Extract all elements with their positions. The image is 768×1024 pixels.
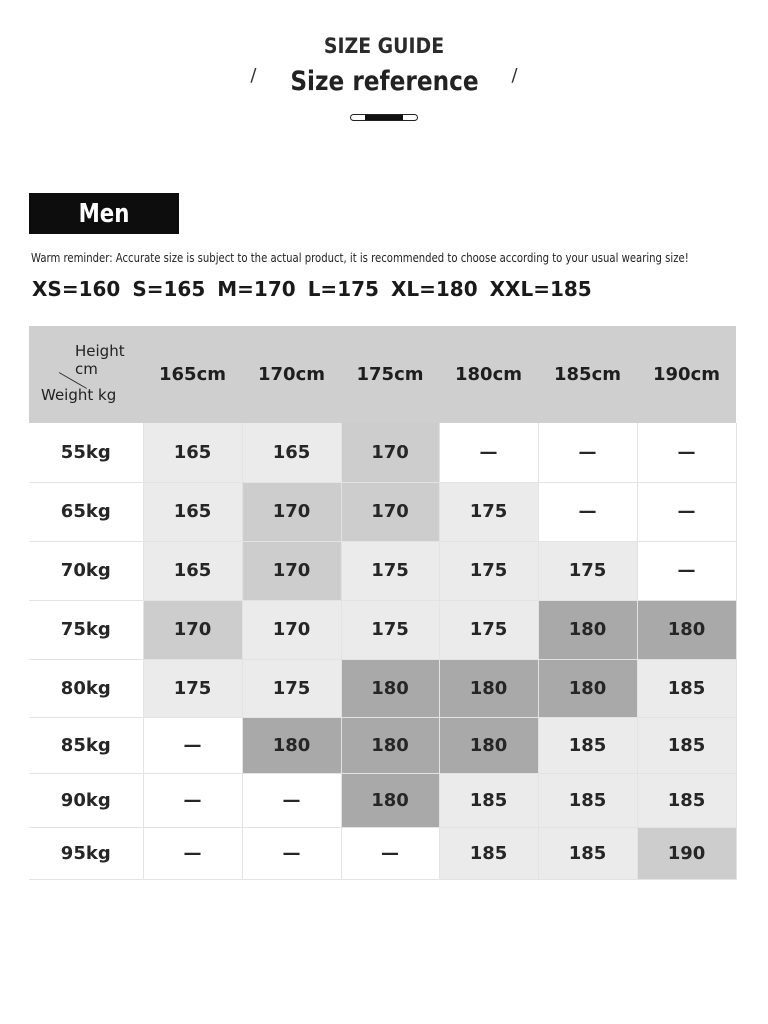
weight-row-label: 65kg bbox=[29, 482, 143, 541]
size-cell: 165 bbox=[143, 482, 242, 541]
weight-row-label: 75kg bbox=[29, 600, 143, 659]
men-tab-label: Men bbox=[78, 198, 130, 229]
size-cell: 185 bbox=[637, 717, 736, 773]
size-cell: 175 bbox=[439, 600, 538, 659]
size-cell: 175 bbox=[143, 659, 242, 717]
size-reference-subtitle: Size reference bbox=[289, 66, 479, 97]
size-cell: 180 bbox=[341, 717, 439, 773]
size-cell: 170 bbox=[242, 541, 341, 600]
height-column-header: 165cm bbox=[143, 326, 242, 423]
right-slash-mark: / bbox=[511, 65, 518, 86]
table-row bbox=[29, 827, 736, 879]
size-cell: 165 bbox=[143, 423, 242, 482]
height-column-header: 190cm bbox=[637, 326, 736, 423]
size-cell: — bbox=[538, 482, 637, 541]
size-cell: 180 bbox=[637, 600, 736, 659]
size-cell: 175 bbox=[242, 659, 341, 717]
size-cell: 185 bbox=[439, 827, 538, 879]
size-cell: 170 bbox=[341, 482, 439, 541]
table-row bbox=[29, 717, 736, 773]
size-code: M=170 bbox=[217, 277, 296, 301]
weight-row-label: 85kg bbox=[29, 717, 143, 773]
size-cell: — bbox=[242, 827, 341, 879]
divider-pill-fill bbox=[365, 115, 403, 120]
decorative-divider-pill bbox=[350, 114, 418, 121]
table-row bbox=[29, 773, 736, 827]
weight-row-label: 70kg bbox=[29, 541, 143, 600]
size-chart-table bbox=[29, 326, 737, 880]
size-cell: — bbox=[637, 423, 736, 482]
size-cell: — bbox=[341, 827, 439, 879]
height-axis-label: Height cm bbox=[75, 342, 125, 378]
size-cell: 175 bbox=[341, 541, 439, 600]
size-cell: — bbox=[637, 541, 736, 600]
size-cell: 170 bbox=[143, 600, 242, 659]
size-cell: 165 bbox=[242, 423, 341, 482]
size-cell: 180 bbox=[242, 717, 341, 773]
size-cell: 175 bbox=[341, 600, 439, 659]
size-code-legend bbox=[32, 277, 592, 301]
table-header-row bbox=[29, 326, 736, 423]
height-column-header: 170cm bbox=[242, 326, 341, 423]
left-slash-mark: / bbox=[250, 65, 257, 86]
size-cell: 180 bbox=[538, 600, 637, 659]
size-cell: 170 bbox=[341, 423, 439, 482]
size-cell: 185 bbox=[439, 773, 538, 827]
size-cell: 175 bbox=[439, 541, 538, 600]
size-cell: 185 bbox=[637, 773, 736, 827]
size-cell: — bbox=[242, 773, 341, 827]
size-cell: 185 bbox=[637, 659, 736, 717]
size-cell: — bbox=[143, 717, 242, 773]
size-code: S=165 bbox=[132, 277, 206, 301]
size-cell: — bbox=[143, 773, 242, 827]
weight-row-label: 55kg bbox=[29, 423, 143, 482]
height-column-header: 185cm bbox=[538, 326, 637, 423]
size-cell: 165 bbox=[143, 541, 242, 600]
weight-row-label: 80kg bbox=[29, 659, 143, 717]
size-cell: — bbox=[439, 423, 538, 482]
size-guide-title: SIZE GUIDE bbox=[323, 34, 445, 58]
table-row bbox=[29, 541, 736, 600]
size-cell: 175 bbox=[439, 482, 538, 541]
size-code: XL=180 bbox=[390, 277, 478, 301]
size-cell: 180 bbox=[439, 717, 538, 773]
size-cell: 185 bbox=[538, 773, 637, 827]
size-cell: — bbox=[538, 423, 637, 482]
size-cell: 180 bbox=[341, 773, 439, 827]
height-column-header: 175cm bbox=[341, 326, 439, 423]
table-corner-cell bbox=[29, 326, 143, 423]
size-code: XXL=185 bbox=[489, 277, 592, 301]
table-row bbox=[29, 600, 736, 659]
table-row bbox=[29, 423, 736, 482]
table-row bbox=[29, 659, 736, 717]
size-code: L=175 bbox=[307, 277, 379, 301]
size-cell: 190 bbox=[637, 827, 736, 879]
size-cell: 185 bbox=[538, 717, 637, 773]
size-cell: 180 bbox=[439, 659, 538, 717]
weight-row-label: 95kg bbox=[29, 827, 143, 879]
size-cell: — bbox=[637, 482, 736, 541]
size-reference-row bbox=[0, 66, 768, 97]
height-column-header: 180cm bbox=[439, 326, 538, 423]
size-cell: 170 bbox=[242, 482, 341, 541]
size-cell: — bbox=[143, 827, 242, 879]
size-cell: 180 bbox=[538, 659, 637, 717]
weight-row-label: 90kg bbox=[29, 773, 143, 827]
size-code: XS=160 bbox=[32, 277, 121, 301]
weight-axis-label: Weight kg bbox=[41, 386, 117, 404]
size-cell: 180 bbox=[341, 659, 439, 717]
size-cell: 175 bbox=[538, 541, 637, 600]
warm-reminder-text: Warm reminder: Accurate size is subject to the actual product, it is recommended to choose according to your usual wearing size! bbox=[31, 251, 689, 265]
size-cell: 170 bbox=[242, 600, 341, 659]
table-row bbox=[29, 482, 736, 541]
men-section-tab bbox=[29, 193, 179, 234]
size-cell: 185 bbox=[538, 827, 637, 879]
